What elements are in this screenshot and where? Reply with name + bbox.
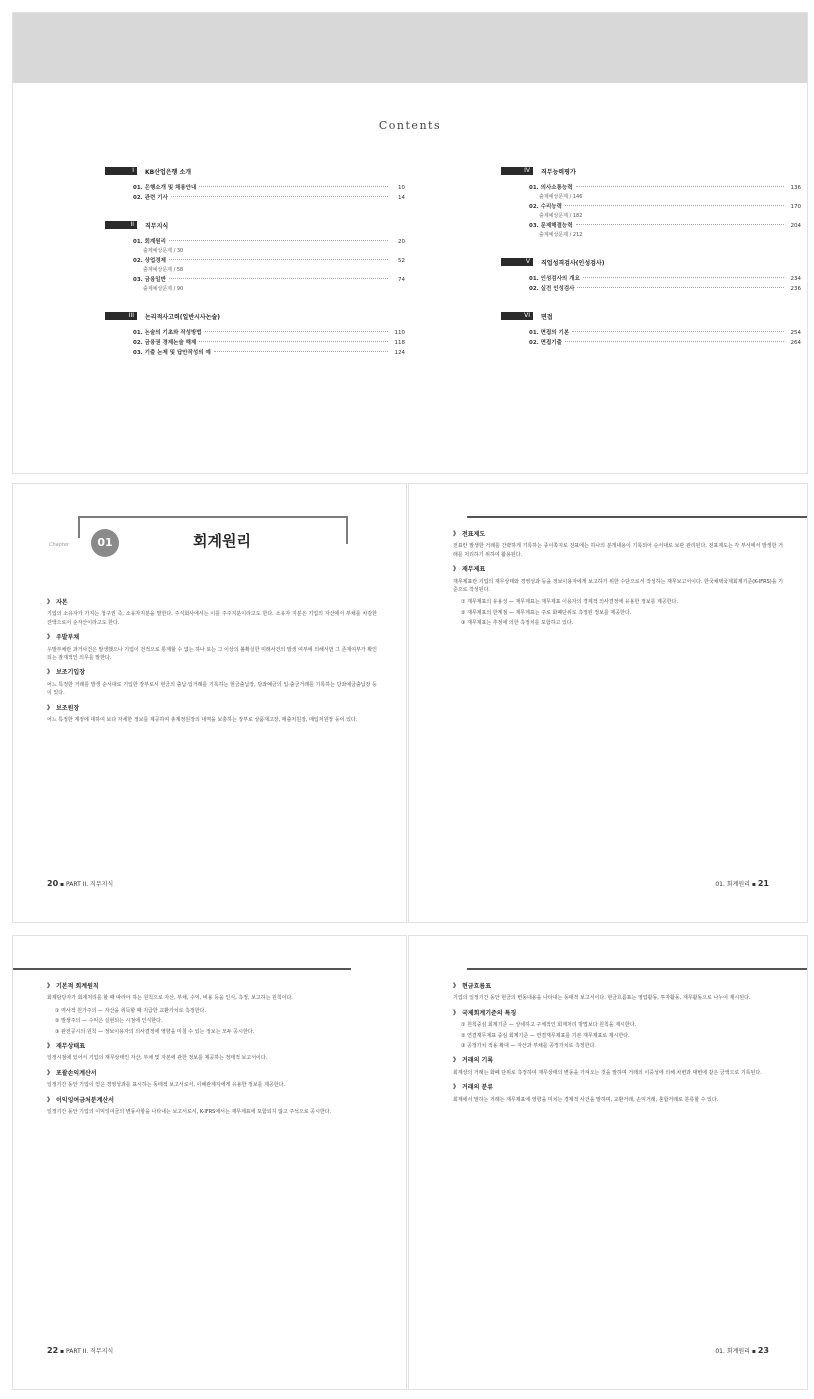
toc-entry-label: 01. 의사소통능력 <box>529 185 573 191</box>
heading-chevron-icon: 》 <box>47 599 54 606</box>
toc-entry-label: 02. 면접기출 <box>529 340 562 346</box>
section-item: ① 원칙중심 회계기준 — 상세하고 구체적인 회계처리 방법보다 원칙을 제시한다. <box>461 1022 637 1029</box>
toc-page-number: 118 <box>394 340 405 346</box>
chapter-number-badge: 01 <box>91 529 119 557</box>
section-heading <box>47 669 377 677</box>
toc-leader-dots <box>583 277 784 278</box>
toc-entry <box>105 328 405 338</box>
section-heading <box>47 705 377 713</box>
toc-leader-dots <box>572 331 784 332</box>
toc-entry-label: 02. 수리능력 <box>529 204 562 210</box>
chapter-frame-left <box>78 516 80 538</box>
toc-entry-label: 02. 실전 인성검사 <box>529 286 575 292</box>
part-title: 직무지식 <box>145 222 169 230</box>
toc-page-number: 204 <box>790 223 801 229</box>
folio-number: 23 <box>757 1346 769 1355</box>
section-body: 기업의 소유자가 가지는 청구권 즉, 소유자지분을 말한다. 주식회사에서는 이를 주주지분이라고도 한다. 소유자 지분은 기업의 자산에서 부채를 차감한 잔액으로서 순자산이라고도 한다. <box>47 611 377 626</box>
toc-page-number: 20 <box>398 239 405 245</box>
section-heading-text: 현금흐름표 <box>462 983 491 990</box>
section-body: 일정기간 동안 기업의 이익잉여금의 변동사항을 나타내는 보고서로서, K-IFRS에서는 재무제표에 포함되지 않고 주석으로 공시한다. <box>47 1109 332 1116</box>
toc-page-number: 10 <box>398 185 405 191</box>
toc-entry <box>501 338 801 348</box>
toc-leader-dots <box>199 341 388 342</box>
toc-page-number: 110 <box>394 330 405 336</box>
section-heading-text: 전표제도 <box>462 531 486 538</box>
toc-part <box>501 310 801 348</box>
section-heading <box>453 566 783 574</box>
toc-entry-label: 01. 논술의 기초와 작성방법 <box>133 330 202 336</box>
toc-part <box>105 310 405 358</box>
toc-sub-entry: 출제예상문제 / 212 <box>539 232 583 238</box>
section-heading <box>47 634 377 642</box>
part-badge: V <box>501 258 533 266</box>
section-item: ③ 재무제표는 추정에 의한 측정치를 포함하고 있다. <box>461 620 574 627</box>
folio-number: 20 <box>47 879 59 888</box>
heading-chevron-icon: 》 <box>453 983 460 990</box>
section-heading <box>47 1043 377 1051</box>
toc-leader-dots <box>577 287 784 288</box>
section-body: 회계상의 거래는 화폐 단위로 측정하여 재무상태의 변동을 가져오는 것을 말하며 거래의 이중성에 의해 차변과 대변에 같은 금액으로 기록된다. <box>453 1069 762 1076</box>
page-23-folio: 01. 회계원리 ▪ 23 <box>715 1346 769 1355</box>
toc-leader-dots <box>169 240 388 241</box>
section-heading <box>47 1097 377 1105</box>
page-20-folio: 20 ▪ PART II. 직무지식 <box>47 879 114 888</box>
section-body: 어느 특정한 계정에 대하여 보다 자세한 정보를 제공하여 총계정원장의 내역을 보충하는 장부로 상품재고장, 매출처원장, 매입처원장 등이 있다. <box>47 717 358 724</box>
section-item: ③ 공정가치 적용 확대 — 자산과 부채를 공정가치로 측정한다. <box>461 1043 596 1050</box>
section-heading <box>47 1070 377 1078</box>
toc-leader-dots <box>214 351 388 352</box>
section-heading-text: 기본적 회계원칙 <box>56 983 99 990</box>
toc-page-number: 136 <box>790 185 801 191</box>
contents-page <box>12 12 808 474</box>
section-heading <box>47 983 377 991</box>
toc-entry <box>501 183 801 193</box>
toc-page-number: 236 <box>790 286 801 292</box>
toc-part <box>105 165 405 203</box>
toc-leader-dots <box>576 186 784 187</box>
toc-entry-label: 03. 문제해결능력 <box>529 223 573 229</box>
toc-entry <box>105 275 405 285</box>
part-title: 면접 <box>541 313 553 321</box>
page-22 <box>12 935 407 1390</box>
part-badge: III <box>105 312 137 320</box>
toc-leader-dots <box>169 278 388 279</box>
toc-right-column <box>501 165 801 364</box>
section-body: 일정시점에 있어서 기업의 재무상태인 자산, 부채 및 자본에 관한 정보를 제공하는 정태적 보고서이다. <box>47 1055 268 1062</box>
header-rule <box>467 516 808 518</box>
toc-entry <box>105 183 405 193</box>
section-heading-text: 거래의 분류 <box>462 1084 494 1092</box>
section-heading-text: 재무제표 <box>462 566 486 574</box>
section-heading-text: 국제회계기준의 특징 <box>462 1009 517 1017</box>
section-heading-text: 보조원장 <box>56 704 80 712</box>
section-heading <box>453 1084 783 1092</box>
toc-entry <box>501 328 801 338</box>
section-body: 전표란 발생한 거래를 간략하게 기록하는 종이쪽지로 전표에는 하나의 분개내용이 기록되어 순서대로 보관 관리된다. 전표제도는 각 부서에서 발생한 거래를 처리하기 위하여 활용된다. <box>453 543 783 558</box>
heading-chevron-icon: 》 <box>47 1069 54 1077</box>
heading-chevron-icon: 》 <box>453 1057 460 1065</box>
section-heading <box>453 1010 783 1018</box>
toc-page-number: 74 <box>398 277 405 283</box>
part-badge: II <box>105 221 137 229</box>
toc-leader-dots <box>565 341 784 342</box>
toc-entry <box>105 193 405 203</box>
toc-sub-entry: 출제예상문제 / 90 <box>143 286 184 292</box>
toc-page-number: 170 <box>790 204 801 210</box>
section-heading <box>453 983 783 991</box>
part-title: 직무능력평가 <box>541 168 576 176</box>
heading-chevron-icon: 》 <box>453 566 460 574</box>
page-23-body <box>453 976 783 1108</box>
toc-entry <box>501 202 801 212</box>
section-body: 기업의 일정기간 동안 현금의 변동내용을 나타내는 동태적 보고서이다. 현금흐름표는 영업활동, 투자활동, 재무활동으로 나누어 제시된다. <box>453 995 751 1002</box>
heading-chevron-icon: 》 <box>47 669 54 677</box>
section-heading <box>453 531 783 539</box>
part-title: 직업성격검사(인성검사) <box>541 259 605 267</box>
toc-entry-label: 02. 금융권 경제논술 해제 <box>133 340 197 346</box>
section-heading <box>47 599 377 607</box>
folio-text: PART II. 직무지식 <box>66 881 114 888</box>
section-heading-text: 재무상태표 <box>56 1043 85 1051</box>
section-item: ③ 완전공시의 원칙 — 정보이용자의 의사결정에 영향을 미칠 수 있는 정보는 모두 공시한다. <box>55 1028 255 1035</box>
page-20-body <box>47 592 377 728</box>
heading-chevron-icon: 》 <box>47 1043 54 1051</box>
section-body: 일정기간 동안 기업이 얻은 경영성과를 표시하는 동태적 보고서로서, 이해관계자에게 유용한 정보를 제공한다. <box>47 1082 286 1089</box>
section-heading-text: 포괄손익계산서 <box>56 1069 97 1077</box>
toc-leader-dots <box>576 224 784 225</box>
toc-page-number: 14 <box>398 195 405 201</box>
part-badge: VI <box>501 312 533 320</box>
toc-part <box>501 165 801 240</box>
toc-entry <box>501 221 801 231</box>
toc-leader-dots <box>565 205 784 206</box>
heading-chevron-icon: 》 <box>47 634 54 642</box>
toc-entry-label: 01. 인성검사의 개요 <box>529 276 580 282</box>
part-header <box>105 219 405 231</box>
toc-leader-dots <box>169 259 388 260</box>
toc-page-number: 254 <box>790 330 801 336</box>
section-body: 회계담당자가 회계처리를 할 때 따라야 하는 원칙으로 자산, 부채, 수익, 비용 등을 인식, 측정, 보고하는 원칙이다. <box>47 995 293 1002</box>
section-item: ② 연결재무제표 중심 회계기준 — 연결재무제표를 기본 재무제표로 제시한다. <box>461 1032 630 1039</box>
page-21 <box>408 483 808 923</box>
section-body: 어느 특정한 거래를 발생 순서대로 기입한 장부로서 현금의 출납·입거래를 기록하는 현금출납장, 당좌예금의 입·출금거래를 기록하는 당좌예금출납장 등이 있다. <box>47 681 377 697</box>
folio-number: 21 <box>757 879 769 888</box>
folio-number: 22 <box>47 1346 59 1355</box>
page-20 <box>12 483 407 923</box>
part-badge: IV <box>501 167 533 175</box>
toc-sub-entry: 출제예상문제 / 30 <box>143 248 184 254</box>
section-heading <box>453 1057 783 1065</box>
contents-title: Contents <box>378 119 442 132</box>
toc-entry-label: 02. 관련 기사 <box>133 195 168 201</box>
folio-text: 01. 회계원리 <box>715 1348 750 1355</box>
page-22-body <box>47 976 377 1120</box>
page-21-folio: 01. 회계원리 ▪ 21 <box>715 879 769 888</box>
page-23 <box>408 935 808 1390</box>
part-header <box>501 165 801 177</box>
section-item: ② 재무제표의 한계점 — 재무제표는 주로 화폐단위로 측정된 정보를 제공한다. <box>461 609 632 616</box>
toc-entry <box>105 237 405 247</box>
part-title: 논리적사고력(일반시사논술) <box>145 313 221 321</box>
toc-entry-label: 01. 은행소개 및 채용안내 <box>133 185 197 191</box>
toc-leader-dots <box>205 331 388 332</box>
part-badge: I <box>105 167 137 175</box>
toc-part <box>105 219 405 294</box>
header-rule <box>13 968 351 970</box>
part-header <box>501 310 801 322</box>
folio-text: PART II. 직무지식 <box>66 1348 114 1355</box>
page-22-folio: 22 ▪ PART II. 직무지식 <box>47 1346 114 1355</box>
toc-entry <box>105 348 405 358</box>
toc-entry <box>501 284 801 294</box>
heading-chevron-icon: 》 <box>453 1009 460 1017</box>
heading-chevron-icon: 》 <box>453 531 460 538</box>
part-title: KB산업은행 소개 <box>145 168 192 176</box>
chapter-word: Chapter <box>49 542 69 548</box>
toc-entry <box>105 256 405 266</box>
heading-chevron-icon: 》 <box>47 983 54 990</box>
toc-entry <box>105 338 405 348</box>
chapter-title: 회계원리 <box>193 532 251 550</box>
heading-chevron-icon: 》 <box>453 1084 460 1092</box>
toc-entry-label: 02. 상업경제 <box>133 258 166 264</box>
toc-page-number: 52 <box>398 258 405 264</box>
toc-sub-entry: 출제예상문제 / 146 <box>539 194 583 200</box>
part-header <box>501 256 801 268</box>
section-body: 회계에서 말하는 거래는 재무제표에 영향을 미치는 경제적 사건을 말하며, 교환거래, 손익거래, 혼합거래로 분류할 수 있다. <box>453 1096 719 1103</box>
section-body: 재무제표란 기업의 재무상태와 경영성과 등을 정보이용자에게 보고하기 위한 수단으로서 작성하는 재무보고서이다. 한국채택국제회계기준(K-IFRS)을 기준으로 작성된다. <box>453 578 783 594</box>
section-heading-text: 우발부채 <box>56 634 80 642</box>
toc-left-column <box>105 165 405 374</box>
toc-leader-dots <box>199 186 388 187</box>
part-header <box>105 310 405 322</box>
section-item: ② 발생주의 — 수익은 실현되는 시점에 인식한다. <box>55 1018 163 1025</box>
toc-entry-label: 03. 금융일반 <box>133 277 166 283</box>
section-heading-text: 보조기입장 <box>56 669 85 677</box>
toc-sub-entry: 출제예상문제 / 182 <box>539 213 583 219</box>
header-rule <box>467 968 808 970</box>
toc-leader-dots <box>171 196 388 197</box>
section-heading-text: 이익잉여금처분계산서 <box>56 1096 114 1104</box>
toc-entry <box>501 274 801 284</box>
toc-part <box>501 256 801 294</box>
section-item: ① 재무제표의 유용성 — 재무제표는 재무제표 이용자의 경제적 의사결정에 유용한 정보를 제공한다. <box>461 599 678 606</box>
section-body: 우발부채란 과거사건은 발생했으나 기업이 전적으로 통제할 수 없는 하나 또는 그 이상의 불확실한 미래사건의 발생 여부에 의해서만 그 존재여부가 확인되는 잠재적인 의무를 말한다. <box>47 646 377 662</box>
section-heading-text: 자본 <box>56 599 68 606</box>
toc-page-number: 234 <box>790 276 801 282</box>
toc-entry-label: 01. 회계원리 <box>133 239 166 245</box>
heading-chevron-icon: 》 <box>47 704 54 712</box>
part-header <box>105 165 405 177</box>
toc-sub-entry: 출제예상문제 / 58 <box>143 267 184 273</box>
heading-chevron-icon: 》 <box>47 1096 54 1104</box>
page-21-body <box>453 524 783 630</box>
header-band <box>13 13 807 83</box>
toc-page-number: 264 <box>790 340 801 346</box>
toc-entry-label: 03. 기출 논제 및 답안작성의 예 <box>133 350 211 356</box>
folio-text: 01. 회계원리 <box>715 881 750 888</box>
toc-entry-label: 01. 면접의 기본 <box>529 330 570 336</box>
section-item: ① 역사적 원가주의 — 자산을 취득할 때 지급한 교환가치로 측정한다. <box>55 1007 206 1014</box>
section-heading-text: 거래의 기록 <box>462 1057 494 1065</box>
toc-page-number: 124 <box>394 350 405 356</box>
